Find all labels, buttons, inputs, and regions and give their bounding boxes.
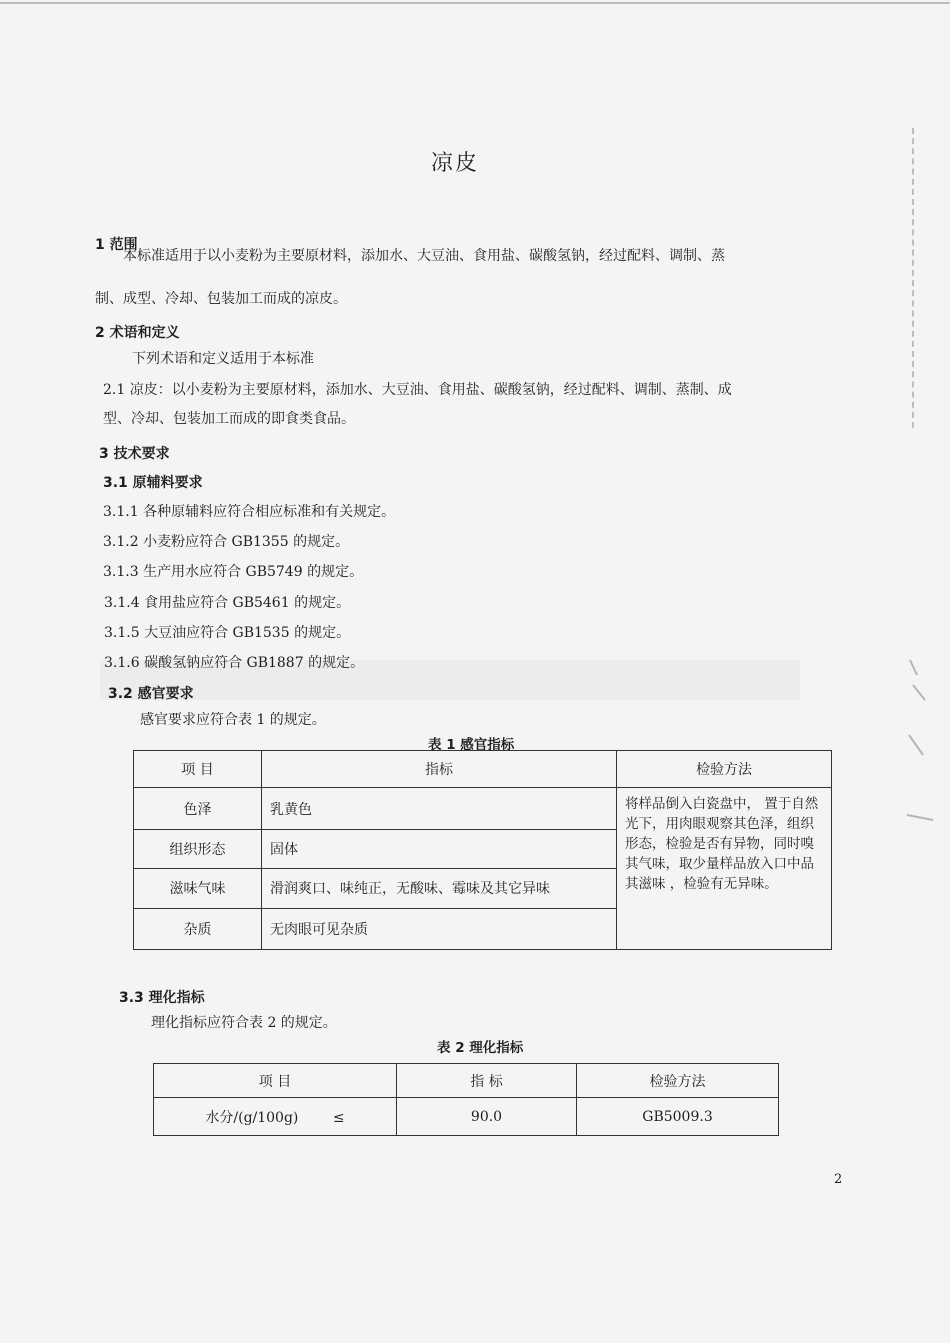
section-3-1-item: 3.1.4 食用盐应符合 GB5461 的规定。 (104, 595, 351, 611)
section-3-1-item: 3.1.6 碳酸氢钠应符合 GB1887 的规定。 (104, 655, 365, 671)
section-3-1-item: 3.1.2 小麦粉应符合 GB1355 的规定。 (103, 534, 350, 550)
table-row (134, 788, 832, 829)
section-3-heading: 3 技术要求 (99, 446, 170, 462)
row-item: 组织形态 (134, 829, 262, 868)
scan-top-line (0, 2, 950, 4)
table-2-caption: 表 2 理化指标 (437, 1040, 524, 1056)
page-title: 凉皮 (430, 151, 479, 176)
table-row (154, 1098, 779, 1136)
scan-edge-marks (912, 128, 932, 428)
table-header-method: 检验方法 (617, 751, 832, 788)
section-2-def-line2: 型、冷却、包装加工而成的即食类食品。 (103, 411, 355, 427)
table-header-row (154, 1064, 779, 1098)
table-header-item: 项 目 (154, 1064, 397, 1098)
section-3-1-item: 3.1.5 大豆油应符合 GB1535 的规定。 (104, 625, 351, 641)
row-item-cell (154, 1098, 397, 1136)
row-value: 90.0 (397, 1098, 577, 1136)
section-2-heading: 2 术语和定义 (95, 325, 180, 341)
section-3-2-text: 感官要求应符合表 1 的规定。 (140, 712, 326, 728)
row-item: 杂质 (134, 908, 262, 949)
section-2-def-line1: 2.1 凉皮：以小麦粉为主要原材料，添加水、大豆油、食用盐、碳酸氢钠，经过配料、调制、蒸制、成 (103, 382, 732, 398)
row-value: 滑润爽口、味纯正，无酸味、霉味及其它异味 (262, 869, 617, 908)
page-number: 2 (834, 1172, 843, 1187)
section-1-text-line2: 制、成型、冷却、包装加工而成的凉皮。 (95, 291, 347, 307)
table-header-item: 项 目 (134, 751, 262, 788)
section-3-2-heading: 3.2 感官要求 (108, 686, 194, 702)
section-2-intro: 下列术语和定义适用于本标准 (132, 351, 314, 367)
row-method: GB5009.3 (577, 1098, 779, 1136)
section-3-3-text: 理化指标应符合表 2 的规定。 (151, 1015, 337, 1031)
section-3-1-heading: 3.1 原辅料要求 (103, 475, 203, 491)
section-3-3-heading: 3.3 理化指标 (119, 990, 205, 1006)
table-header-row (134, 751, 832, 788)
row-value: 无肉眼可见杂质 (262, 908, 617, 949)
section-1-text-line1: 本标准适用于以小麦粉为主要原材料，添加水、大豆油、食用盐、碳酸氢钠，经过配料、调制、蒸 (123, 248, 725, 264)
section-3-1-item: 3.1.3 生产用水应符合 GB5749 的规定。 (103, 564, 364, 580)
table-2-physchem (153, 1063, 779, 1136)
section-3-1-item: 3.1.1 各种原辅料应符合相应标准和有关规定。 (103, 504, 396, 520)
row-value: 固体 (262, 829, 617, 868)
table-header-indicator: 指 标 (397, 1064, 577, 1098)
section-1-heading: 1 范围 (95, 237, 138, 253)
table-header-method: 检验方法 (577, 1064, 779, 1098)
scan-edge-smudge (905, 655, 935, 825)
row-item: 滋味气味 (134, 869, 262, 908)
table-1-caption: 表 1 感官指标 (428, 737, 515, 753)
table-1-sensory (133, 750, 832, 950)
table-header-indicator: 指标 (262, 751, 617, 788)
row-item: 水分/(g/100g) (205, 1109, 299, 1126)
table-method-cell: 将样品倒入白瓷盘中， 置于自然光下，用肉眼观察其色泽，组织形态，检验是否有异物，同时嗅其气味，取少量样品放入口中品其滋味 ，检验有无异味。 (617, 788, 832, 950)
row-value: 乳黄色 (262, 788, 617, 829)
row-item: 色泽 (134, 788, 262, 829)
row-operator: ≤ (332, 1109, 345, 1126)
